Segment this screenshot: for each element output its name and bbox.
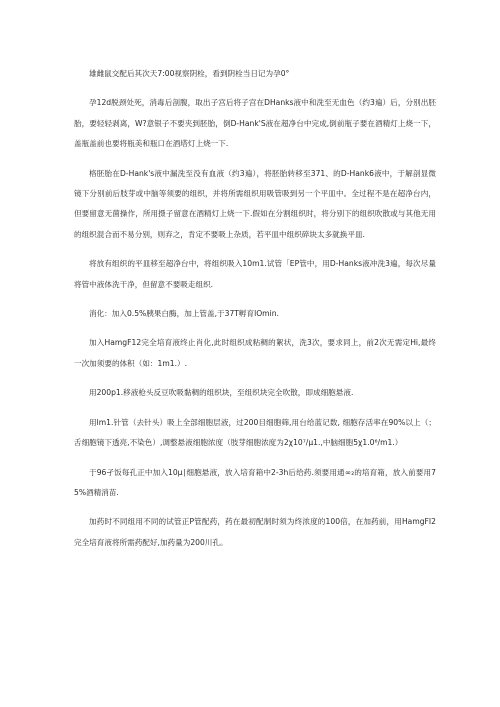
paragraph-2: 孕12d脱颈处死，消毒后剖腹，取出子宫后将子宫在DHanks液中和洗至无血色（约3遍）后，分别出胚胎，要轻轻剥离，W?意银子不要夹到胚胎，倒D-Hank'S液在超净台中完成,倒前瓶子要在酒精灯上烧一下，盖瓶盖前也要将瓶美和瓶口在酒塔灯上烧一下.	[74, 98, 436, 149]
paragraph-10: 加药时不同组用不同的试管正P管配药，药在最初配制时须为终浓度的100倍，在加药前，用HamgFI2完全培育液将所需药配好,加药量为200川孔。	[74, 517, 436, 547]
paragraph-7: 用200p1.移液枪头反豆吹吸黏稠的组织块，至组织块完全吹散，即成细胞悬液.	[89, 388, 354, 398]
paragraph-5: 消化：加入0.5%胰果白酶，加上管盖,于37T孵育lOmin.	[89, 309, 279, 319]
paragraph-4: 将放有组织的平皿移至超净台中，将组织吸入10m1.试管「EP管中，用D-Hanks液冲洗3遍，每次尽量将管中液体洗干净，但留意不要吸走组织.	[74, 259, 436, 289]
paragraph-1: 雄雌鼠交配后其次天7:00视察阴栓，看到阴栓当日记为孕0°	[89, 69, 290, 78]
document-body	[74, 64, 436, 562]
paragraph-9: 于96孑饭每孔正中加入10μ∣细胞悬液，放入培育箱中2-3h后给药.须要用通∞₂的培育箱，放入前要用75%酒精消苗.	[74, 467, 436, 497]
paragraph-8: 用lm1.针管（去针头）吸上全部细胞层液，过200目细胞筛,用台给蓝记数, 细胞存活率在90%以上（；舌细胞镜下透亮,不染色）,调整悬液细胞浓度（肢芽细胞浓度为2χ10⁷/μ1.,中脑细胞5χ1.0⁶/m1.）	[74, 417, 436, 448]
paragraph-3: 格胚胎在D-Hank's液中漏洗至没有血液（约3遍），将胚胎转移至371、的D-Hank6液中，于解剖显微镜下分别前后肢芽或中脑等须要的组织，并将所需组织用吸管吸到另一个平皿中。全过程不是在超净台内，但要留意无菌操作，所用摄子留意在酒精灯上烧一下.假如在分割组织时，将分别下的组织吹散或与其他无用的组织混合而不易分别，则弃之，肯定不要吸上杂质，若平皿中组织碎块太多就换平皿.	[74, 168, 436, 239]
paragraph-6: 加入HamgF12完全培育液终止肖化,此时组织成粘稠的絮状，洗3次，要求同上，前2次无需定Hi,最终一次加须要的体积（如：1m1.）.	[74, 338, 436, 368]
